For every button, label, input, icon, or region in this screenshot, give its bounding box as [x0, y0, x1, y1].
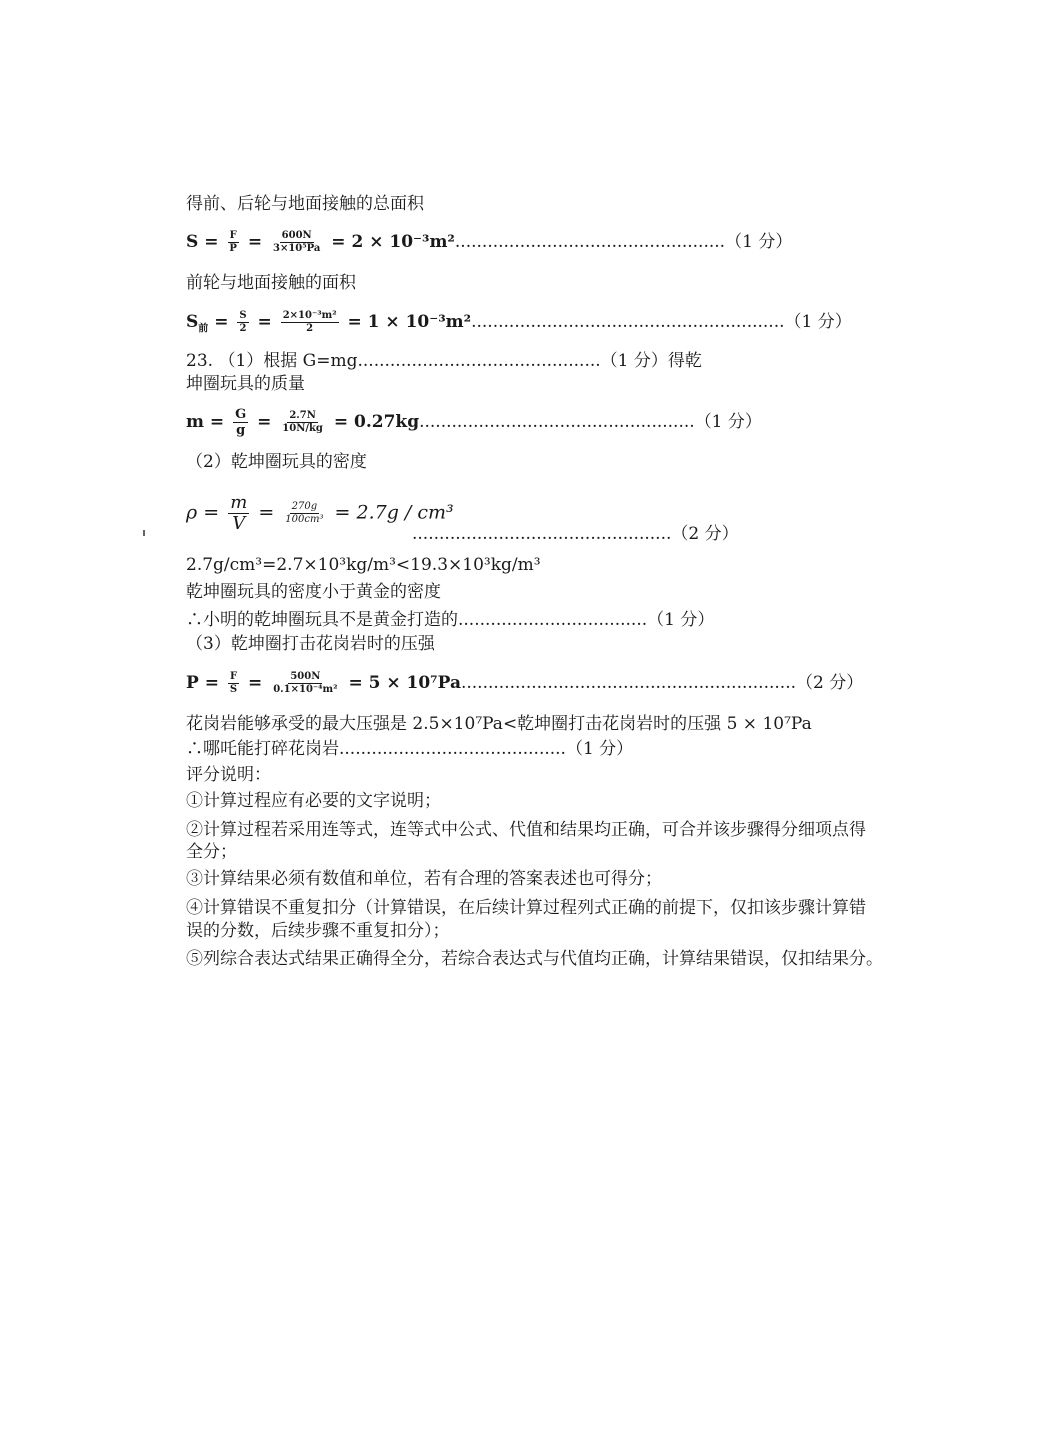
fraction-denominator: 100cm³: [285, 514, 324, 525]
leader-dots: ..........................................................: [471, 312, 785, 332]
question-line: 23. （1）根据 G=mg.............................................（1 分）得乾: [186, 351, 702, 371]
text-line: 前轮与地面接触的面积: [186, 273, 356, 293]
rule-item: ②计算过程若采用连等式，连等式中公式、代值和结果均正确，可合并该步骤得分细项点得: [186, 820, 866, 840]
text-line: 乾坤圈玩具的密度小于黄金的密度: [186, 582, 441, 602]
fraction-denominator: P: [229, 243, 237, 254]
leader-dots: ..................................................: [454, 232, 726, 252]
formula-result: = 1 × 10⁻³m²: [347, 312, 472, 332]
fraction-denominator: V: [232, 513, 246, 534]
rule-item-cont: 全分；: [186, 842, 237, 862]
fraction-numerator: F: [229, 671, 238, 682]
fraction-numerator: 270g: [291, 501, 318, 512]
rule-item-cont: 误的分数，后续步骤不重复扣分）；: [186, 921, 450, 941]
rule-item: ⑤列综合表达式结果正确得全分，若综合表达式与代值均正确，计算结果错误，仅扣结果分。: [186, 949, 883, 969]
rule-item: ③计算结果必须有数值和单位，若有合理的答案表述也可得分；: [186, 869, 662, 889]
fraction: [271, 231, 322, 254]
formula-lhs: S: [186, 312, 199, 332]
fraction-numerator: 2×10⁻³m²: [282, 310, 337, 321]
equals-sign: =: [247, 232, 263, 252]
fraction-numerator: 2.7N: [289, 410, 316, 421]
leader-dots: ..............................................................: [460, 673, 797, 693]
section-heading: 评分说明：: [186, 765, 271, 785]
equals-sign: =: [257, 312, 272, 332]
score-label: （2 分）: [796, 673, 864, 693]
text-line: 2.7g/cm³=2.7×10³kg/m³<19.3×10³kg/m³: [186, 555, 541, 575]
fraction: [233, 408, 248, 437]
equals-sign: =: [258, 501, 275, 524]
fraction: [237, 311, 248, 334]
fraction-numerator: G: [235, 407, 247, 422]
formula-result: = 2.7g / cm³: [334, 501, 454, 524]
rule-item: ①计算过程应有必要的文字说明；: [186, 791, 441, 811]
equals-sign: =: [257, 412, 272, 432]
formula-result: = 2 × 10⁻³m²: [331, 232, 455, 252]
formula-lhs: m =: [186, 412, 225, 432]
fraction: [228, 672, 239, 695]
fraction-denominator: g: [236, 423, 246, 438]
fraction: [271, 672, 339, 695]
formula-result: = 5 × 10⁷Pa: [348, 673, 461, 693]
score-line: [412, 523, 739, 545]
text-line: 花岗岩能够承受的最大压强是 2.5×10⁷Pa<乾坤圈打击花岗岩时的压强 5 × 10⁷Pa: [186, 714, 812, 734]
score-label: （2 分）: [671, 524, 739, 544]
fraction-numerator: 600N: [281, 230, 312, 241]
formula-line: [186, 672, 863, 695]
scan-mark: [143, 530, 145, 536]
fraction-denominator: S: [229, 684, 238, 695]
leader-dots: ................................................: [412, 524, 672, 544]
formula-line: [186, 231, 792, 254]
fraction-numerator: F: [229, 230, 237, 241]
leader-dots: ...................................................: [419, 412, 695, 432]
score-label: （1 分）: [784, 312, 852, 332]
fraction-denominator: 2: [239, 323, 247, 334]
text-line: 坤圈玩具的质量: [186, 374, 305, 394]
formula-line: [186, 408, 762, 437]
fraction: [228, 494, 249, 533]
fraction: [280, 411, 325, 434]
fraction-denominator: 10N/kg: [282, 423, 323, 434]
text-line: （3）乾坤圈打击花岗岩时的压强: [186, 634, 435, 654]
text-line: （2）乾坤圈玩具的密度: [186, 452, 367, 472]
conclusion-line: ∴哪吒能打碎花岗岩..........................................（1 分）: [186, 739, 634, 759]
equals-sign: =: [214, 312, 229, 332]
fraction: [283, 502, 325, 525]
fraction-numerator: S: [239, 310, 247, 321]
score-label: （1 分）: [694, 412, 762, 432]
fraction: [227, 231, 239, 254]
fraction-denominator: 0.1×10⁻⁴m²: [273, 684, 338, 695]
conclusion-line: ∴小明的乾坤圈玩具不是黄金打造的...................................（1 分）: [186, 610, 715, 630]
fraction-numerator: m: [230, 492, 248, 513]
formula-line: [186, 311, 852, 340]
subscript: 前: [198, 323, 209, 335]
fraction: [281, 311, 339, 334]
fraction-denominator: 2: [306, 323, 314, 334]
equals-sign: =: [248, 673, 263, 693]
formula-result: = 0.27kg: [333, 412, 420, 432]
formula-lhs: S =: [186, 232, 219, 252]
fraction-denominator: 3×10⁵Pa: [273, 243, 321, 254]
fraction-numerator: 500N: [290, 671, 321, 682]
score-label: （1 分）: [725, 232, 793, 252]
formula-lhs: ρ =: [186, 501, 220, 524]
text-line: 得前、后轮与地面接触的总面积: [186, 194, 424, 214]
formula-lhs: P =: [186, 673, 219, 693]
rule-item: ④计算错误不重复扣分（计算错误，在后续计算过程列式正确的前提下，仅扣该步骤计算错: [186, 898, 866, 918]
